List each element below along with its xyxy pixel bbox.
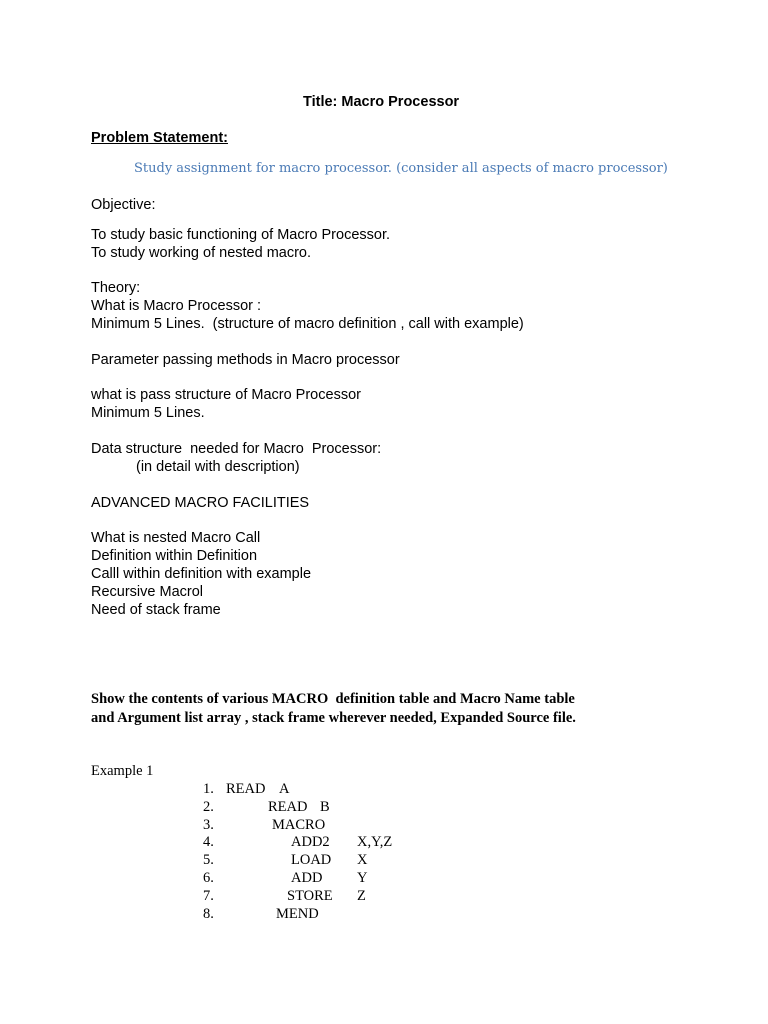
theory-detail: (in detail with description) xyxy=(136,459,300,475)
code-line-number: 5. xyxy=(203,852,214,868)
code-op: READ xyxy=(268,799,308,815)
code-op: LOAD xyxy=(291,852,332,868)
advanced-item: Calll within definition with example xyxy=(91,566,312,582)
code-op: MACRO xyxy=(272,817,326,833)
code-arg: X,Y,Z xyxy=(357,834,393,850)
code-line-number: 1. xyxy=(203,781,214,797)
code-line-number: 6. xyxy=(203,870,214,886)
theory-question: Data structure needed for Macro Processor: xyxy=(91,441,382,457)
example-label: Example 1 xyxy=(91,763,154,779)
code-line-number: 3. xyxy=(203,817,214,833)
objective-label: Objective: xyxy=(91,197,156,213)
theory-detail: Minimum 5 Lines. (structure of macro definition , call with example) xyxy=(91,316,524,332)
theory-question: Parameter passing methods in Macro processor xyxy=(91,352,400,368)
code-op: STORE xyxy=(287,888,333,904)
code-line-number: 7. xyxy=(203,888,214,904)
code-line-number: 4. xyxy=(203,834,214,850)
advanced-item: Need of stack frame xyxy=(91,602,221,618)
objective-item: To study working of nested macro. xyxy=(91,245,312,261)
assignment-text: Study assignment for macro processor. (consider all aspects of macro processor) xyxy=(134,161,668,176)
advanced-heading: ADVANCED MACRO FACILITIES xyxy=(91,495,310,511)
advanced-item: Recursive Macrol xyxy=(91,584,203,600)
theory-label: Theory: xyxy=(91,280,141,296)
theory-question: What is Macro Processor : xyxy=(91,298,262,314)
document-title: Title: Macro Processor xyxy=(303,94,460,110)
advanced-item: Definition within Definition xyxy=(91,548,258,564)
code-arg: B xyxy=(320,799,330,815)
theory-question: what is pass structure of Macro Processor xyxy=(91,387,361,403)
code-arg: Y xyxy=(357,870,368,886)
code-op: MEND xyxy=(276,906,319,922)
show-contents-line: Show the contents of various MACRO definition table and Macro Name table xyxy=(91,691,575,707)
code-op: ADD2 xyxy=(291,834,330,850)
theory-detail: Minimum 5 Lines. xyxy=(91,405,205,421)
code-arg: X xyxy=(357,852,368,868)
code-op: ADD xyxy=(291,870,323,886)
code-line-number: 2. xyxy=(203,799,214,815)
code-op: READ xyxy=(226,781,266,797)
code-line-number: 8. xyxy=(203,906,214,922)
code-arg: A xyxy=(279,781,290,797)
show-contents-line: and Argument list array , stack frame wherever needed, Expanded Source file. xyxy=(91,710,576,726)
objective-item: To study basic functioning of Macro Processor. xyxy=(91,227,391,243)
problem-statement-heading: Problem Statement: xyxy=(91,130,228,146)
advanced-item: What is nested Macro Call xyxy=(91,530,261,546)
code-arg: Z xyxy=(357,888,366,904)
